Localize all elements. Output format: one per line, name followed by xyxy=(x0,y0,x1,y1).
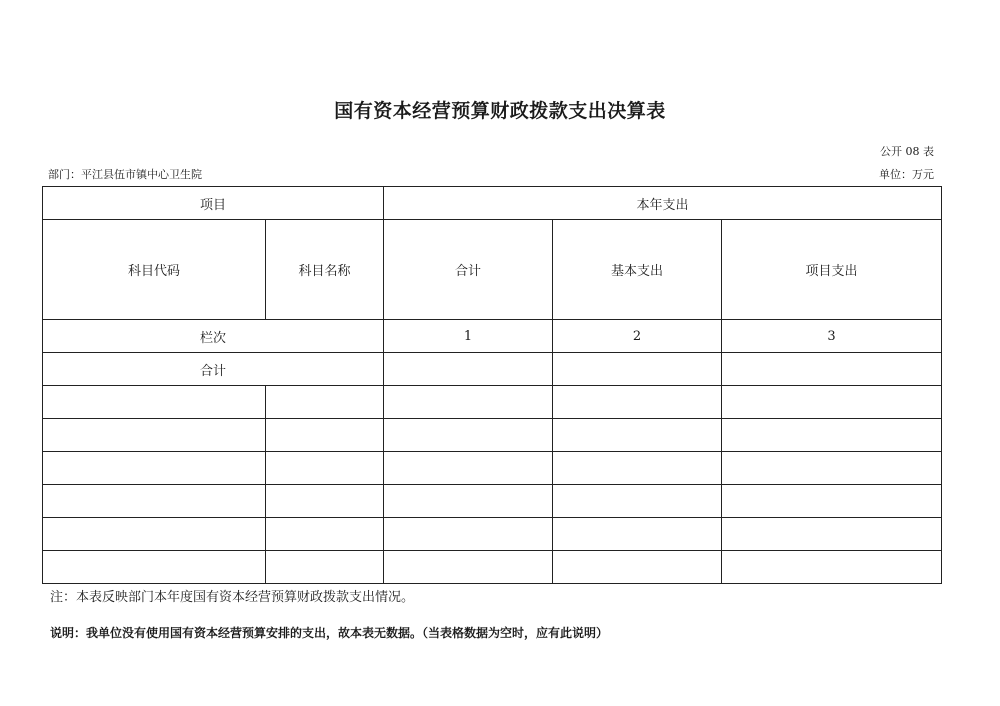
table-cell xyxy=(553,485,722,518)
header-project-expenditure: 项目支出 xyxy=(722,220,942,320)
table-cell xyxy=(43,419,266,452)
table-cell xyxy=(553,518,722,551)
table-cell xyxy=(43,551,266,584)
table-cell xyxy=(266,485,384,518)
table-cell xyxy=(722,485,942,518)
column-number-label: 栏次 xyxy=(43,320,384,353)
total-row xyxy=(43,353,942,386)
form-number: 公开 08 表 xyxy=(880,145,934,158)
explanation-text: 说明：我单位没有使用国有资本经营预算安排的支出，故本表无数据。（当表格数据为空时，应有此说明） xyxy=(50,626,609,640)
column-number-1: 1 xyxy=(384,320,553,353)
table-cell xyxy=(553,452,722,485)
table-cell xyxy=(384,419,553,452)
table-row xyxy=(43,485,942,518)
table-cell xyxy=(43,485,266,518)
table-row xyxy=(43,386,942,419)
column-number-3: 3 xyxy=(722,320,942,353)
table-cell xyxy=(266,419,384,452)
table-cell xyxy=(384,551,553,584)
table-row xyxy=(43,551,942,584)
header-basic-expenditure: 基本支出 xyxy=(553,220,722,320)
table-cell xyxy=(722,386,942,419)
table-cell xyxy=(384,518,553,551)
table-cell xyxy=(266,386,384,419)
table-cell xyxy=(266,551,384,584)
table-cell xyxy=(384,452,553,485)
table-cell xyxy=(43,386,266,419)
total-label: 合计 xyxy=(43,353,384,386)
table-cell xyxy=(553,551,722,584)
table-cell xyxy=(266,452,384,485)
table-note: 注：本表反映部门本年度国有资本经营预算财政拨款支出情况。 xyxy=(50,590,415,605)
table-cell xyxy=(384,485,553,518)
table-row xyxy=(43,452,942,485)
table-cell xyxy=(722,419,942,452)
header-current-year: 本年支出 xyxy=(384,187,942,220)
column-number-row xyxy=(43,320,942,353)
table-cell xyxy=(43,518,266,551)
table-header-row xyxy=(43,187,942,220)
expenditure-table xyxy=(42,186,942,584)
header-subject-name: 科目名称 xyxy=(266,220,384,320)
table-cell xyxy=(43,452,266,485)
table-cell xyxy=(266,518,384,551)
table-row xyxy=(43,419,942,452)
table-cell xyxy=(553,386,722,419)
table-cell xyxy=(722,452,942,485)
unit-label: 单位：万元 xyxy=(879,168,934,181)
total-cell xyxy=(384,353,553,386)
department-label: 部门：平江县伍市镇中心卫生院 xyxy=(48,168,202,181)
basic-total-cell xyxy=(553,353,722,386)
report-title: 国有资本经营预算财政拨款支出决算表 xyxy=(334,100,666,122)
table-cell xyxy=(722,518,942,551)
table-subheader-row xyxy=(43,220,942,320)
header-item: 项目 xyxy=(43,187,384,220)
column-number-2: 2 xyxy=(553,320,722,353)
table-row xyxy=(43,518,942,551)
project-total-cell xyxy=(722,353,942,386)
table-cell xyxy=(384,386,553,419)
table-cell xyxy=(722,551,942,584)
table-cell xyxy=(553,419,722,452)
header-total: 合计 xyxy=(384,220,553,320)
header-subject-code: 科目代码 xyxy=(43,220,266,320)
